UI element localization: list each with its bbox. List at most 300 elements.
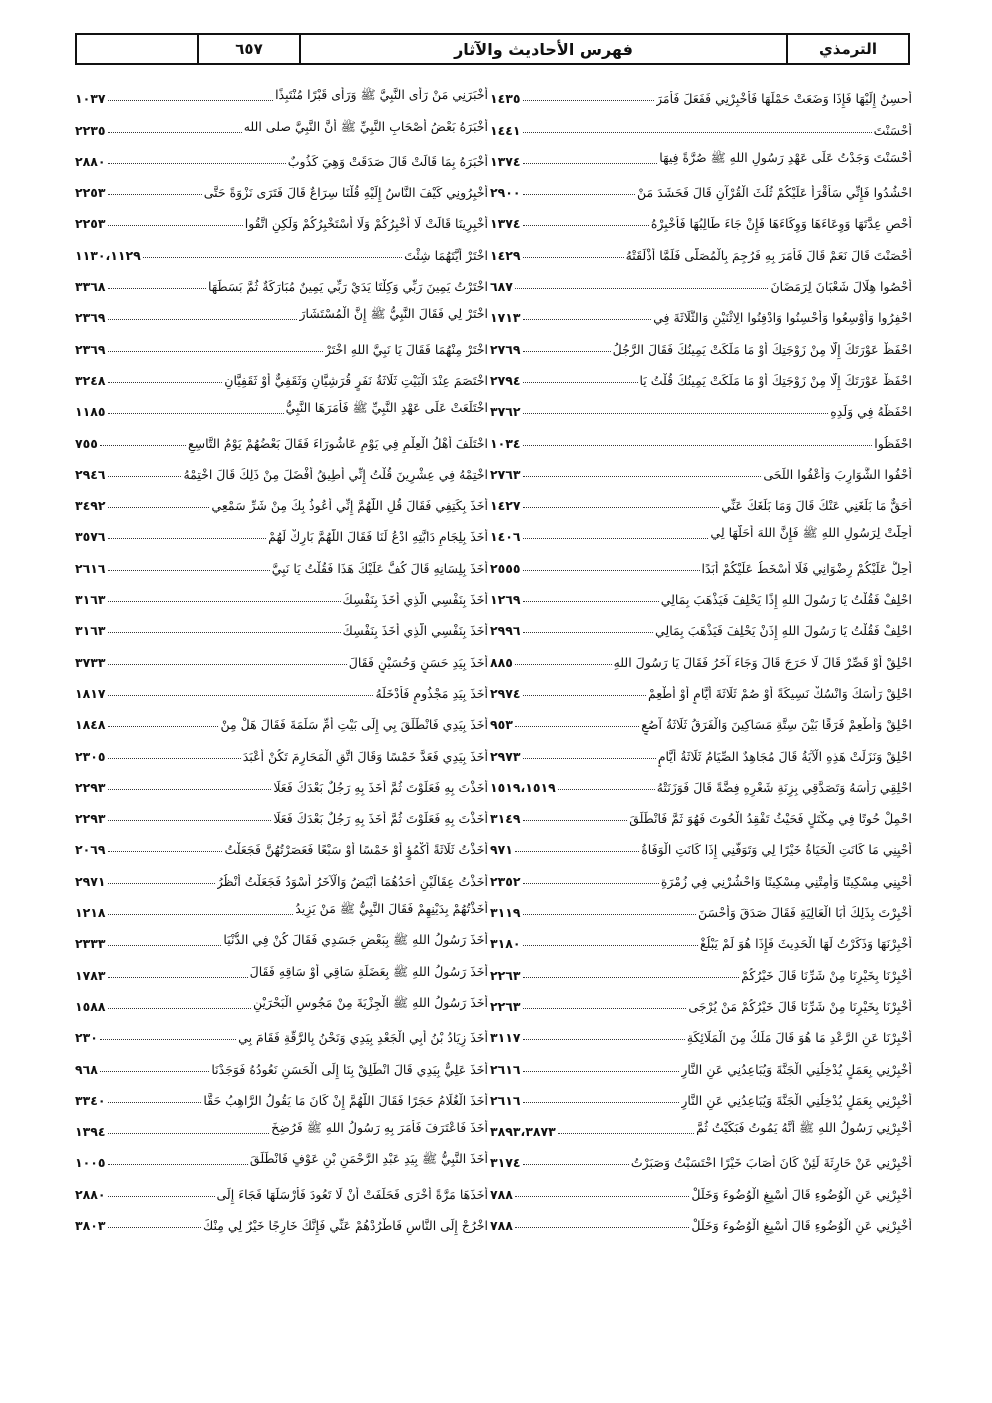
hadith-incipit: أَحْسَنْتَ وَجَدْتُ عَلَى عَهْدِ رَسُولِ اللهِ ﷺ صُرَّةً فِيهَا <box>659 149 912 165</box>
hadith-number: ٢٣٥٢ <box>490 873 521 889</box>
hadith-number: ٧٨٨ <box>490 1186 513 1202</box>
hadith-number: ٧٨٨ <box>490 1217 513 1233</box>
dot-leader <box>108 1133 270 1134</box>
hadith-number: ٣٨٩٣،٣٨٧٣ <box>490 1124 556 1140</box>
index-entry <box>490 954 912 985</box>
index-entry <box>75 986 488 1017</box>
dot-leader <box>523 695 646 696</box>
hadith-incipit: أَخْبِرْنِي عَنْ حَارِثَةَ لَئِنْ كَانَ أَصَابَ خَيْرًا احْتَسَبْتُ وَصَبَرْتُ <box>630 1155 912 1171</box>
hadith-number: ١٤٢٩ <box>490 247 521 263</box>
hadith-number: ٩٧١ <box>490 842 513 858</box>
hadith-incipit: أَخْبِرْنَا عَنِ الرَّعْدِ مَا هُوَ قَالَ مَلَكٌ مِنَ الْمَلَائِكَةِ <box>686 1030 912 1046</box>
index-entry <box>75 109 488 140</box>
index-entry <box>75 1173 488 1204</box>
index-entry <box>75 1142 488 1173</box>
hadith-incipit: أَخَذَ بِيَدِ حَسَنٍ وَحُسَيْنٍ فَقَالَ <box>348 654 488 670</box>
hadith-incipit: احْشُدُوا فَإِنِّي سَأَقْرَأُ عَلَيْكُمْ ثُلُثَ الْقُرْآنِ قَالَ فَحَشَدَ مَنْ <box>637 185 912 201</box>
index-entry <box>75 234 488 265</box>
hadith-number: ٣٧٣٣ <box>75 654 106 670</box>
index-column-left <box>75 78 488 1268</box>
dot-leader <box>523 257 624 258</box>
dot-leader <box>523 632 653 633</box>
dot-leader <box>108 820 272 821</box>
hadith-number: ١٥١٩،١٥١٩ <box>490 779 556 795</box>
dot-leader <box>523 413 829 414</box>
dot-leader <box>558 1133 694 1134</box>
hadith-number: ١٤٠٦ <box>490 529 521 545</box>
hadith-incipit: أَحَقٌّ مَا بَلَغَنِي عَنْكَ قَالَ وَمَا بَلَغَكَ عَنِّي <box>721 498 912 514</box>
hadith-number: ١٠٣٧ <box>75 91 106 107</box>
dot-leader <box>108 945 222 946</box>
index-entry <box>490 1173 912 1204</box>
hadith-number: ١٣٩٤ <box>75 1124 106 1140</box>
hadith-number: ٣٤٩٢ <box>75 498 106 514</box>
index-entry <box>75 360 488 391</box>
hadith-number: ٢٢٣٥ <box>75 122 106 138</box>
hadith-incipit: أَخَذَ بِلِسَانِهِ قَالَ كُفَّ عَلَيْكَ هَذَا فَقُلْتُ يَا نَبِيَّ <box>271 560 488 576</box>
dot-leader <box>108 664 347 665</box>
index-entry <box>75 485 488 516</box>
hadith-number: ١٥٨٨ <box>75 998 106 1014</box>
index-entry <box>75 1111 488 1142</box>
hadith-incipit: أَخْبِرِينَا قَالَتْ لَا أُخْبِرُكُمْ وَلَا أَسْتَخْبِرُكُمْ وَلَكِنِ اتَّقُوا <box>244 216 488 232</box>
hadith-number: ٢٢٩٣ <box>75 811 106 827</box>
hadith-number: ٧٥٥ <box>75 435 98 451</box>
index-entry <box>75 860 488 891</box>
hadith-incipit: أَخَذَ زِيَادُ بْنُ أَبِي الْجَعْدِ بِيَدِي وَنَحْنُ بِالرَّقَّةِ فَقَامَ بِي <box>238 1030 488 1046</box>
hadith-incipit: أَخَذْتُ عِقَالَيْنِ أَحَدُهُمَا أَبْيَضُ وَالْآخَرُ أَسْوَدُ فَجَعَلْتُ أَنْظُرُ <box>216 873 488 889</box>
dot-leader <box>108 1196 215 1197</box>
index-entry <box>75 1080 488 1111</box>
hadith-incipit: أَخَذَ فَاعْتَرَفَ فَأَمَرَ بِهِ رَسُولُ اللهِ ﷺ فَرُضِخَ <box>271 1120 488 1136</box>
hadith-incipit: احْلِفْ فَقُلْتُ يَا رَسُولَ اللهِ إِذًا يَحْلِفَ فَيَذْهَبَ بِمَالِي <box>660 592 912 608</box>
dot-leader <box>100 445 186 446</box>
index-entry <box>75 673 488 704</box>
hadith-incipit: احْفِرُوا وَأَوْسِعُوا وَأَحْسِنُوا وَادْفِنُوا الِاثْنَيْنِ وَالثَّلَاثَةَ فِي <box>653 310 912 326</box>
header-empty-cell <box>77 35 197 63</box>
hadith-incipit: احْلِقْ رَأْسَكَ وَانْسُكْ نَسِيكَةً أَوْ صُمْ ثَلَاثَةَ أَيَّامٍ أَوْ أَطْعِمْ <box>647 685 912 701</box>
dot-leader <box>523 977 740 978</box>
hadith-incipit: أَخَذَ رَسُولُ اللهِ ﷺ بِبَعْضِ جَسَدِي فَقَالَ كُنْ فِي الدُّنْيَا <box>223 932 488 948</box>
index-entry <box>75 923 488 954</box>
dot-leader <box>523 1102 680 1103</box>
index-entry <box>490 1111 912 1142</box>
hadith-incipit: احْلِقْ أَوْ قَصِّرْ قَالَ لَا حَرَجَ قَالَ وَجَاءَ آخَرُ فَقَالَ يَا رَسُولَ اللهِ <box>613 654 912 670</box>
hadith-number: ٣١٨٠ <box>490 936 521 952</box>
hadith-number: ٢٣٦٩ <box>75 310 106 326</box>
hadith-incipit: أَخَذْتُهُمْ بِدَيْنِهِمْ فَقَالَ النَّبِيُّ ﷺ مَنْ يَزِيدُ <box>295 901 488 917</box>
index-entry <box>490 641 912 672</box>
dot-leader <box>108 100 274 101</box>
dot-leader <box>523 758 656 759</box>
dot-leader <box>523 1039 685 1040</box>
dot-leader <box>523 1071 680 1072</box>
index-entry <box>490 1017 912 1048</box>
hadith-incipit: أَخَذَ رَسُولُ اللهِ ﷺ بِعَضَلَةِ سَاقِي أَوْ سَاقِهِ فَقَالَ <box>249 963 488 979</box>
dot-leader <box>108 851 223 852</box>
hadith-incipit: أَخَذَ بِلِجَامِ دَابَّتِهِ ادْعُ لَنَا فَقَالَ اللَّهُمَّ بَارِكْ لَهُمْ <box>268 529 488 545</box>
dot-leader <box>523 445 873 446</box>
hadith-number: ٢٩٧٤ <box>490 685 521 701</box>
hadith-number: ٢٧٦٩ <box>490 341 521 357</box>
dot-leader <box>108 132 242 133</box>
index-entry <box>75 579 488 610</box>
hadith-number: ١٣٧٤ <box>490 216 521 232</box>
hadith-incipit: أَخْبِرُونِي كَيْفَ النَّاسُ إِلَيْهِ قُلْنَا سِرَاعٌ قَالَ فَتَرَى نَزْوَةً حَتَّى <box>203 185 488 201</box>
hadith-number: ٢٩٩٦ <box>490 623 521 639</box>
index-entry <box>490 547 912 578</box>
index-entry <box>490 610 912 641</box>
hadith-number: ٢٩٤٦ <box>75 466 106 482</box>
dot-leader <box>523 507 720 508</box>
hadith-incipit: أَخَذَ النَّبِيُّ ﷺ بِيَدِ عَبْدِ الرَّحْمَنِ بْنِ عَوْفٍ فَانْطَلَقَ <box>249 1151 488 1167</box>
dot-leader <box>523 570 700 571</box>
dot-leader <box>108 194 202 195</box>
hadith-number: ٢٩٧٣ <box>490 748 521 764</box>
index-entry <box>75 297 488 328</box>
dot-leader <box>143 257 402 258</box>
index-entry <box>490 454 912 485</box>
dot-leader <box>108 726 219 727</box>
dot-leader <box>100 1071 209 1072</box>
hadith-number: ٣٥٧٦ <box>75 529 106 545</box>
hadith-incipit: أَحْيِنِي مَا كَانَتِ الْحَيَاةُ خَيْرًا لِي وَتَوَفَّنِي إِذَا كَانَتِ الْوَفَاةُ <box>641 842 912 858</box>
hadith-incipit: أَخْبِرْنِي رَسُولُ اللهِ ﷺ أَنَّهُ يَمُوتُ فَبَكَيْتُ ثُمَّ <box>696 1120 912 1136</box>
hadith-number: ١٧١٣ <box>490 310 521 326</box>
index-entry <box>490 767 912 798</box>
hadith-number: ١٤٤١ <box>490 122 521 138</box>
hadith-incipit: أَخَذَ بِنَفْسِي الَّذِي أَخَذَ بِنَفْسِكَ <box>342 623 488 639</box>
dot-leader <box>108 225 243 226</box>
index-entry <box>75 767 488 798</box>
hadith-incipit: احْلِقْ وَنَزَلَتْ هَذِهِ الْآيَةُ قَالَ مُجَاهِدٌ الصِّيَامُ ثَلَاثَةُ أَيَّامٍ <box>657 748 912 764</box>
hadith-number: ٢٦١٦ <box>490 1092 521 1108</box>
index-entry <box>75 454 488 485</box>
dot-leader <box>523 1008 687 1009</box>
hadith-incipit: أَخَذْتَ بِهِ فَعَلَوْتَ ثُمَّ أَخَذَ بِهِ رَجُلٌ بَعْدَكَ فَعَلَا <box>273 811 488 827</box>
hadith-number: ٢٢٩٣ <box>75 779 106 795</box>
hadith-incipit: أَخَذْتُ ثَلَاثَةً أَكْمُؤٍ أَوْ خَمْسًا أَوْ سَبْعًا فَعَصَرْتُهُنَّ فَجَعَلْتُ <box>224 842 488 858</box>
hadith-incipit: أَخْبَرَهُ بَعْضُ أَصْحَابِ النَّبِيِّ ﷺ أَنَّ النَّبِيَّ صلى الله <box>243 118 488 134</box>
hadith-incipit: أَخْبَرَهُ بِمَا قَالَتْ قَالَ صَدَقَتْ وَهِيَ كَذُوبٌ <box>287 153 488 169</box>
dot-leader <box>523 476 762 477</box>
index-entry <box>490 1048 912 1079</box>
hadith-incipit: أَخْبِرْنِي بِعَمَلٍ يُدْخِلُنِي الْجَنَّةَ وَيُبَاعِدُنِي عَنِ النَّارِ <box>681 1092 912 1108</box>
index-entry <box>490 860 912 891</box>
hadith-incipit: أَحْصَنْتَ قَالَ نَعَمْ قَالَ فَأَمَرَ بِهِ فَرُجِمَ بِالْمُصَلَّى فَلَمَّا أَذْلَقَتْهُ <box>625 247 912 263</box>
dot-leader <box>108 413 284 414</box>
dot-leader <box>523 132 872 133</box>
hadith-incipit: أَحْفُوا الشَّوَارِبَ وَأَعْفُوا اللِّحَى <box>763 466 912 482</box>
hadith-incipit: اخْتَرْ أَيَّتَهُمَا شِئْتَ <box>404 247 488 263</box>
hadith-number: ٢٣٠٥ <box>75 748 106 764</box>
index-entry <box>75 266 488 297</box>
hadith-incipit: اخْتِمْهُ فِي عِشْرِينَ قُلْتُ إِنِّي أُطِيقُ أَفْضَلَ مِنْ ذَلِكَ قَالَ اخْتِمْهُ <box>183 466 488 482</box>
index-entry <box>490 141 912 172</box>
hadith-incipit: أَخَذَ رَسُولُ اللهِ ﷺ الْجِزْيَةَ مِنْ مَجُوسِ الْبَحْرَيْنِ <box>253 994 488 1010</box>
index-entry <box>75 892 488 923</box>
hadith-incipit: اخْتَرْتُ يَمِينَ رَبِّي وَكِلْتَا يَدَيْ رَبِّي يَمِينٌ مُبَارَكَةٌ ثُمَّ بَسَطَهَا <box>208 279 488 295</box>
dot-leader <box>523 351 611 352</box>
index-entry <box>75 141 488 172</box>
hadith-incipit: أَحْيِنِي مِسْكِينًا وَأَمِتْنِي مِسْكِينًا وَاحْشُرْنِي فِي زُمْرَةِ <box>660 873 912 889</box>
dot-leader <box>108 476 182 477</box>
dot-leader <box>108 914 294 915</box>
index-entry <box>75 1205 488 1236</box>
hadith-incipit: أَخْبِرْنِي بِعَمَلٍ يُدْخِلُنِي الْجَنَّةَ وَيُبَاعِدُنِي عَنِ النَّارِ <box>681 1061 912 1077</box>
index-entry <box>490 172 912 203</box>
dot-leader <box>108 883 215 884</box>
dot-leader <box>108 758 241 759</box>
hadith-incipit: احْمِلْ حُوتًا فِي مِكْتَلٍ فَحَيْثُ تَفْقِدُ الْحُوتَ فَهُوَ ثَمَّ فَانْطَلَقَ <box>629 811 912 827</box>
hadith-number: ٣١٧٤ <box>490 1155 521 1171</box>
dot-leader <box>108 163 286 164</box>
hadith-incipit: اخْتَلَفَ أَهْلُ الْعِلْمِ فِي يَوْمِ عَاشُورَاءَ فَقَالَ بَعْضُهُمْ يَوْمُ التَّاسِعِ <box>187 435 488 451</box>
hadith-number: ٣١١٩ <box>490 905 521 921</box>
hadith-incipit: أَخْبِرْنَهَا وَذَكَرْتُ لَهَا الْحَدِيثَ فَإِذَا هُوَ لَمْ يَبْلُغْ <box>699 936 912 952</box>
index-entry <box>490 391 912 422</box>
index-entry <box>490 923 912 954</box>
hadith-number: ١٨١٧ <box>75 685 106 701</box>
dot-leader <box>523 194 635 195</box>
hadith-number: ٣٣٦٨ <box>75 279 106 295</box>
dot-leader <box>108 601 341 602</box>
hadith-number: ١١٣٠،١١٢٩ <box>75 247 141 263</box>
dot-leader <box>523 1164 629 1165</box>
hadith-number: ٢٢٦٣ <box>490 998 521 1014</box>
hadith-incipit: اخْرُجْ إِلَى النَّاسِ فَاطْرُدْهُمْ عَنِّي فَإِنَّكَ خَارِجًا خَيْرٌ لِي مِنْكَ <box>202 1217 488 1233</box>
index-entry <box>490 78 912 109</box>
index-entry <box>75 798 488 829</box>
hadith-number: ١٢١٨ <box>75 905 106 921</box>
hadith-number: ٣١١٧ <box>490 1030 521 1046</box>
hadith-number: ١٣٧٤ <box>490 153 521 169</box>
index-entry <box>75 391 488 422</box>
hadith-incipit: أَخَذَ بِكَتِفِي فَقَالَ قُلِ اللَّهُمَّ إِنِّي أَعُوذُ بِكَ مِنْ شَرِّ سَمْعِي <box>211 498 488 514</box>
hadith-incipit: أَخَذْتَ بِهِ فَعَلَوْتَ ثُمَّ أَخَذَ بِهِ رَجُلٌ بَعْدَكَ فَعَلَا <box>273 779 488 795</box>
hadith-incipit: أَخَذَ بِيَدِ مَجْذُومٍ فَأَدْخَلَهُ <box>375 685 488 701</box>
hadith-number: ٦٨٧ <box>490 279 513 295</box>
hadith-number: ٣٧٦٢ <box>490 404 521 420</box>
hadith-incipit: اخْتَصَمَ عِنْدَ الْبَيْتِ ثَلَاثَةُ نَفَرٍ قُرَشِيَّانِ وَثَقَفِيٌّ أَوْ ثَقَفِيَّانِ <box>224 372 488 388</box>
hadith-incipit: أَخْبِرْنِي عَنِ الْوُضُوءِ قَالَ أَسْبِغِ الْوُضُوءَ وَخَلِّلْ <box>691 1217 912 1233</box>
dot-leader <box>515 664 612 665</box>
index-entry <box>490 798 912 829</box>
index-entry <box>490 829 912 860</box>
index-entry <box>490 203 912 234</box>
dot-leader <box>515 1227 690 1228</box>
index-entry <box>75 1017 488 1048</box>
hadith-number: ٣٨٠٣ <box>75 1217 106 1233</box>
hadith-incipit: أَحْصِ عِدَّتَهَا وَوِعَاءَهَا وَوِكَاءَهَا فَإِنْ جَاءَ طَالِبُهَا فَأَخْبِرْهُ <box>650 216 912 232</box>
index-entry <box>75 328 488 359</box>
hadith-incipit: احْلِقِي رَأْسَهُ وَتَصَدَّقِي بِزِنَةِ شَعْرِهِ فِضَّةً قَالَ فَوَزَنَتْهُ <box>656 779 912 795</box>
hadith-incipit: أَخْبِرْنَا بِخَيْرِنَا مِنْ شَرِّنَا قَالَ خَيْرُكُمْ <box>741 967 912 983</box>
dot-leader <box>108 507 210 508</box>
hadith-number: ١٨٤٨ <box>75 717 106 733</box>
hadith-incipit: أَخْبِرْنَا بِخَيْرِنَا مِنْ شَرِّنَا قَالَ خَيْرُكُمْ مَنْ يُرْجَى <box>688 998 912 1014</box>
hadith-number: ٣١٤٩ <box>490 811 521 827</box>
hadith-incipit: احْلِقْ وَأَطْعِمْ فَرَقًا بَيْنَ سِتَّةِ مَسَاكِينَ وَالْفَرَقُ ثَلَاثَةُ آصُعٍ <box>641 717 912 733</box>
dot-leader <box>523 163 658 164</box>
index-entry <box>490 1142 912 1173</box>
index-entry <box>75 641 488 672</box>
index-entry <box>490 109 912 140</box>
hadith-number: ٢٧٩٤ <box>490 372 521 388</box>
index-entry <box>75 172 488 203</box>
header-book-title: الترمذي <box>786 35 908 63</box>
dot-leader <box>100 1039 236 1040</box>
index-entry <box>75 829 488 860</box>
hadith-number: ٢٢٥٣ <box>75 185 106 201</box>
dot-leader <box>108 1227 201 1228</box>
dot-leader <box>108 382 223 383</box>
hadith-number: ٢٨٨٠ <box>75 1186 106 1202</box>
index-entry <box>490 892 912 923</box>
index-entry <box>490 234 912 265</box>
dot-leader <box>108 1008 251 1009</box>
hadith-number: ٢٥٥٥ <box>490 560 521 576</box>
hadith-incipit: اخْتَرْ مِنْهُمَا فَقَالَ يَا نَبِيَّ اللهِ اخْتَرْ <box>324 341 488 357</box>
dot-leader <box>558 789 655 790</box>
dot-leader <box>108 789 272 790</box>
hadith-incipit: أَخَذَ الْغُلَامُ حَجَرًا فَقَالَ اللَّهُمَّ إِنْ كَانَ مَا يَقُولُ الرَّاهِبُ حَقًّا <box>203 1092 488 1108</box>
hadith-number: ٢٠٦٩ <box>75 842 106 858</box>
hadith-incipit: أَخَذَ بِيَدِي فَانْطَلَقَ بِي إِلَى بَيْتِ أُمِّ سَلَمَةَ فَقَالَ هَلْ مِنْ <box>220 717 488 733</box>
index-entry <box>75 78 488 109</box>
hadith-incipit: أُخْبِرْتَ بِذَلِكَ أَبَا الْعَالِيَةِ فَقَالَ صَدَقَ وَأَحْسَنَ <box>698 905 912 921</box>
hadith-number: ٢٢٦٣ <box>490 967 521 983</box>
hadith-incipit: أحسِنُ إِلَيْهَا فَإِذَا وَضَعَتْ حَمْلَهَا فَأَخْبِرْنِي فَفَعَلَ فَأَمَرَ <box>656 91 912 107</box>
hadith-number: ١٤٢٧ <box>490 498 521 514</box>
dot-leader <box>108 1102 202 1103</box>
index-entry <box>75 547 488 578</box>
hadith-number: ٣٣٤٠ <box>75 1092 106 1108</box>
dot-leader <box>523 601 659 602</box>
hadith-incipit: اخْتَلَعَتْ عَلَى عَهْدِ النَّبِيِّ ﷺ فَأَمَرَهَا النَّبِيُّ <box>285 400 488 416</box>
dot-leader <box>108 1164 248 1165</box>
dot-leader <box>515 851 639 852</box>
hadith-incipit: أَخَذَ بِيَدِي فَعَدَّ خَمْسًا وَقَالَ اتَّقِ الْمَحَارِمَ تَكُنْ أَعْبَدَ <box>242 748 488 764</box>
index-entry <box>490 735 912 766</box>
hadith-number: ٢٣٣٣ <box>75 936 106 952</box>
dot-leader <box>108 570 270 571</box>
hadith-incipit: احْفَظْهُ فِي وَلَدِهِ <box>830 404 912 420</box>
hadith-incipit: أَخَذَهَا مَرَّةً أُخْرَى فَحَلَفَتْ أَنْ لَا تَعُودَ فَأَرْسَلَهَا فَجَاءَ إِلَى <box>216 1186 488 1202</box>
index-entry <box>490 986 912 1017</box>
dot-leader <box>515 288 769 289</box>
hadith-incipit: احْفَظْ عَوْرَتَكَ إِلَّا مِنْ زَوْجَتِكَ أَوْ مَا مَلَكَتْ يَمِينُكَ قُلْتُ يَا <box>639 372 912 388</box>
index-entry <box>490 328 912 359</box>
index-entry <box>75 516 488 547</box>
index-entry <box>490 266 912 297</box>
hadith-incipit: احْفَظْ عَوْرَتَكَ إِلَّا مِنْ زَوْجَتِكَ أَوْ مَا مَلَكَتْ يَمِينُكَ فَقَالَ الرَّجُلُ <box>612 341 912 357</box>
index-entry <box>75 704 488 735</box>
dot-leader <box>515 1196 690 1197</box>
index-entry <box>490 1080 912 1111</box>
hadith-number: ١٠٣٤ <box>490 435 521 451</box>
hadith-number: ٩٦٨ <box>75 1061 98 1077</box>
index-entry <box>490 704 912 735</box>
dot-leader <box>523 100 654 101</box>
hadith-number: ٣١٦٣ <box>75 623 106 639</box>
hadith-number: ٣٢٤٨ <box>75 372 106 388</box>
hadith-number: ١١٨٥ <box>75 404 106 420</box>
hadith-incipit: احْلِفْ فَقُلْتُ يَا رَسُولَ اللهِ إِذَنْ يَحْلِفَ فَيَذْهَبَ بِمَالِي <box>655 623 912 639</box>
index-column-right <box>490 78 912 1268</box>
page-header <box>75 33 910 65</box>
index-entry <box>490 297 912 328</box>
dot-leader <box>523 319 652 320</box>
dot-leader <box>523 883 659 884</box>
dot-leader <box>523 382 638 383</box>
dot-leader <box>108 695 374 696</box>
index-entry <box>490 422 912 453</box>
index-entry <box>75 422 488 453</box>
hadith-incipit: أَحْسَنْتَ <box>873 122 912 138</box>
dot-leader <box>523 945 698 946</box>
dot-leader <box>108 538 267 539</box>
dot-leader <box>523 538 709 539</box>
hadith-number: ٢٨٨٠ <box>75 153 106 169</box>
hadith-incipit: احْفَظُوا <box>874 435 912 451</box>
hadith-number: ١٢٦٩ <box>490 592 521 608</box>
dot-leader <box>108 632 341 633</box>
hadith-number: ٢٢٥٣ <box>75 216 106 232</box>
hadith-incipit: اخْتَرْ لِي فَقَالَ النَّبِيُّ ﷺ إِنَّ الْمُسْتَشَارَ <box>299 306 488 322</box>
hadith-number: ١٤٣٥ <box>490 91 521 107</box>
header-index-title: فهرس الأحاديث والآثار <box>299 35 786 63</box>
index-entry <box>75 735 488 766</box>
index-entry <box>490 516 912 547</box>
index-entry <box>490 360 912 391</box>
dot-leader <box>108 351 323 352</box>
dot-leader <box>523 225 649 226</box>
index-entry <box>75 954 488 985</box>
index-entry <box>490 1205 912 1236</box>
hadith-number: ١٠٠٥ <box>75 1155 106 1171</box>
index-entry <box>75 610 488 641</box>
hadith-incipit: أُحِلَّتْ لِرَسُولِ اللهِ ﷺ فَإِنَّ اللهَ أَحَلَّهَا لِي <box>710 525 912 541</box>
hadith-number: ٨٨٥ <box>490 654 513 670</box>
hadith-number: ٢٦١٦ <box>490 1061 521 1077</box>
hadith-incipit: أَخْبَرَنِي مَنْ رَأَى النَّبِيَّ ﷺ وَرَأَى قَبْرًا مُنْتَبِذًا <box>275 87 488 103</box>
hadith-number: ٢٣٦٩ <box>75 341 106 357</box>
hadith-number: ٢٧٦٣ <box>490 466 521 482</box>
hadith-number: ٢٩٧١ <box>75 873 106 889</box>
hadith-number: ٢٦١٦ <box>75 560 106 576</box>
index-entry <box>490 673 912 704</box>
hadith-number: ٢٩٠٠ <box>490 185 521 201</box>
index-entry <box>75 1048 488 1079</box>
hadith-incipit: أَخَذَ عَلِيٌّ بِيَدِي قَالَ انْطَلِقْ بِنَا إِلَى الْحَسَنِ نَعُودُهُ فَوَجَدْنَا <box>211 1061 488 1077</box>
dot-leader <box>108 319 298 320</box>
dot-leader <box>523 914 696 915</box>
hadith-incipit: أَخْبِرْنِي عَنِ الْوُضُوءِ قَالَ أَسْبِغِ الْوُضُوءَ وَخَلِّلْ <box>691 1186 912 1202</box>
hadith-incipit: أَحْصُوا هِلَالَ شَعْبَانَ لِرَمَضَانَ <box>770 279 912 295</box>
header-page-number: ٦٥٧ <box>197 35 299 63</box>
dot-leader <box>523 820 628 821</box>
hadith-number: ١٧٨٣ <box>75 967 106 983</box>
dot-leader <box>515 726 639 727</box>
dot-leader <box>108 288 206 289</box>
hadith-incipit: أُحِلُّ عَلَيْكُمْ رِضْوَانِي فَلَا أَسْخَطُ عَلَيْكُمْ أَبَدًا <box>701 560 912 576</box>
hadith-incipit: أَخَذَ بِنَفْسِي الَّذِي أَخَذَ بِنَفْسِكَ <box>342 592 488 608</box>
hadith-number: ٩٥٣ <box>490 717 513 733</box>
index-entry <box>490 485 912 516</box>
index-entry <box>490 579 912 610</box>
hadith-number: ٣١٦٣ <box>75 592 106 608</box>
